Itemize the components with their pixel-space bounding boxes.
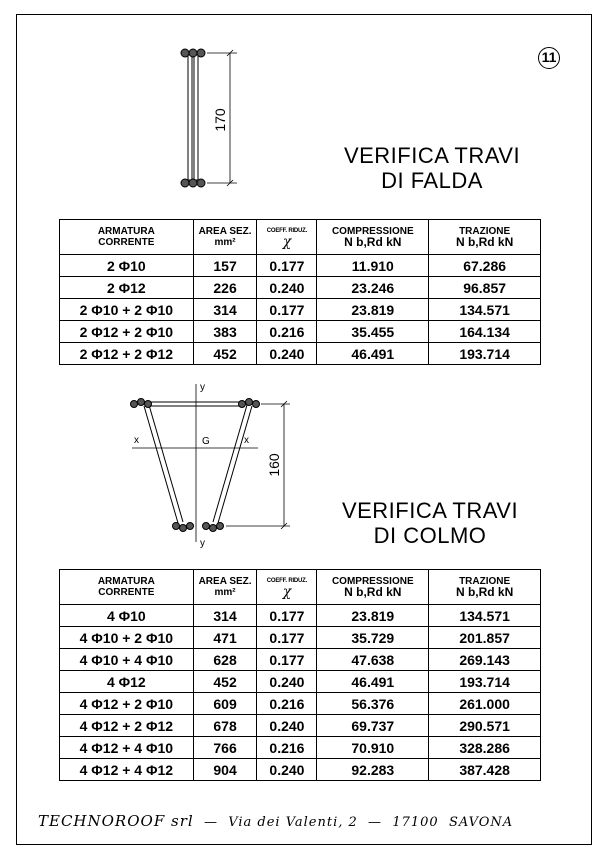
trazione-symbol: N b,Rd kN: [455, 585, 514, 599]
cell-compressione: 23.819: [317, 299, 429, 321]
colmo-table: [59, 569, 541, 781]
cell-compressione: 92.283: [317, 759, 429, 781]
table-row: [60, 627, 541, 649]
cell-trazione: 134.571: [429, 605, 541, 627]
compressione-label: COMPRESSIONE: [331, 576, 414, 587]
cell-trazione: 134.571: [429, 299, 541, 321]
chi-symbol: χ: [282, 234, 292, 250]
colmo-title-line2: DI COLMO: [373, 523, 487, 548]
cell-armatura: 2 Φ12 + 2 Φ10: [60, 321, 194, 343]
col-trazione: [429, 570, 541, 605]
cell-trazione: 201.857: [429, 627, 541, 649]
area-label: AREA SEZ.: [198, 576, 252, 587]
trazione-label: TRAZIONE: [459, 576, 511, 587]
cell-compressione: 56.376: [317, 693, 429, 715]
cell-compressione: 23.246: [317, 277, 429, 299]
cell-coeff: 0.216: [257, 737, 317, 759]
corrente-label: CORRENTE: [98, 587, 155, 598]
area-label: AREA SEZ.: [198, 226, 252, 237]
cell-trazione: 193.714: [429, 343, 541, 365]
colmo-dimension-label: 160: [266, 453, 282, 477]
cell-area: 383: [193, 321, 257, 343]
table-row: [60, 759, 541, 781]
cell-compressione: 11.910: [317, 255, 429, 277]
cell-compressione: 47.638: [317, 649, 429, 671]
corrente-label: CORRENTE: [98, 237, 155, 248]
colmo-table-header: [60, 570, 541, 605]
cell-coeff: 0.177: [257, 605, 317, 627]
falda-table-header: [60, 220, 541, 255]
cell-trazione: 387.428: [429, 759, 541, 781]
cell-armatura: 4 Φ12: [60, 671, 194, 693]
cell-armatura: 2 Φ12 + 2 Φ12: [60, 343, 194, 365]
table-row: [60, 299, 541, 321]
cell-compressione: 46.491: [317, 671, 429, 693]
col-compressione: [317, 570, 429, 605]
col-armatura: [60, 570, 194, 605]
cell-area: 904: [193, 759, 257, 781]
cell-coeff: 0.177: [257, 627, 317, 649]
cell-coeff: 0.216: [257, 321, 317, 343]
col-coeff: [257, 220, 317, 255]
cell-trazione: 290.571: [429, 715, 541, 737]
cell-trazione: 67.286: [429, 255, 541, 277]
cell-area: 678: [193, 715, 257, 737]
compressione-label: COMPRESSIONE: [331, 226, 414, 237]
page-number: 11: [538, 47, 560, 69]
cell-armatura: 4 Φ10 + 4 Φ10: [60, 649, 194, 671]
cell-compressione: 35.455: [317, 321, 429, 343]
cell-trazione: 193.714: [429, 671, 541, 693]
trazione-label: TRAZIONE: [459, 226, 511, 237]
cell-area: 452: [193, 671, 257, 693]
cell-coeff: 0.240: [257, 277, 317, 299]
col-trazione: [429, 220, 541, 255]
falda-title-line1: VERIFICA TRAVI: [343, 143, 521, 168]
cell-trazione: 96.857: [429, 277, 541, 299]
cell-trazione: 269.143: [429, 649, 541, 671]
cell-trazione: 261.000: [429, 693, 541, 715]
armatura-label: ARMATURA: [97, 226, 155, 237]
axis-x-left: x: [134, 435, 139, 446]
table-row: [60, 277, 541, 299]
cell-area: 314: [193, 605, 257, 627]
cell-compressione: 69.737: [317, 715, 429, 737]
col-compressione: [317, 220, 429, 255]
cell-area: 157: [193, 255, 257, 277]
centroid-label: G: [202, 436, 210, 447]
axis-y-top: y: [200, 382, 205, 393]
table-row: [60, 321, 541, 343]
cell-coeff: 0.177: [257, 255, 317, 277]
cell-compressione: 35.729: [317, 627, 429, 649]
axis-x-right: x: [244, 435, 249, 446]
cell-compressione: 23.819: [317, 605, 429, 627]
colmo-title-line1: VERIFICA TRAVI: [341, 498, 519, 523]
cell-armatura: 4 Φ12 + 4 Φ12: [60, 759, 194, 781]
cell-compressione: 46.491: [317, 343, 429, 365]
falda-title: [332, 143, 532, 193]
cell-coeff: 0.177: [257, 649, 317, 671]
col-area: [193, 570, 257, 605]
table-row: [60, 255, 541, 277]
table-row: [60, 649, 541, 671]
falda-table: [59, 219, 541, 365]
table-row: [60, 671, 541, 693]
area-unit: mm²: [214, 587, 236, 598]
coeff-label: COEFF. RIDUZ.: [266, 228, 308, 234]
falda-title-line2: DI FALDA: [381, 168, 483, 193]
falda-dimension-label: 170: [212, 108, 228, 132]
compressione-symbol: N b,Rd kN: [344, 585, 402, 599]
cell-area: 766: [193, 737, 257, 759]
cell-armatura: 4 Φ12 + 4 Φ10: [60, 737, 194, 759]
cell-coeff: 0.240: [257, 715, 317, 737]
cell-trazione: 164.134: [429, 321, 541, 343]
cell-area: 226: [193, 277, 257, 299]
cell-armatura: 2 Φ10 + 2 Φ10: [60, 299, 194, 321]
table-row: [60, 715, 541, 737]
area-unit: mm²: [214, 237, 236, 248]
cell-coeff: 0.240: [257, 671, 317, 693]
table-row: [60, 737, 541, 759]
col-coeff: [257, 570, 317, 605]
chi-symbol: χ: [282, 584, 292, 600]
cell-area: 452: [193, 343, 257, 365]
cell-area: 628: [193, 649, 257, 671]
footer-company: TECHNOROOF srl: [38, 812, 194, 830]
trazione-symbol: N b,Rd kN: [455, 235, 514, 249]
cell-armatura: 4 Φ10: [60, 605, 194, 627]
axis-y-bottom: y: [200, 538, 205, 548]
cell-coeff: 0.177: [257, 299, 317, 321]
cell-coeff: 0.240: [257, 343, 317, 365]
cell-trazione: 328.286: [429, 737, 541, 759]
cell-area: 609: [193, 693, 257, 715]
colmo-title: [330, 498, 530, 548]
cell-armatura: 4 Φ12 + 2 Φ12: [60, 715, 194, 737]
table-row: [60, 693, 541, 715]
cell-area: 314: [193, 299, 257, 321]
colmo-section-drawing: [118, 378, 308, 548]
cell-armatura: 4 Φ12 + 2 Φ10: [60, 693, 194, 715]
cell-area: 471: [193, 627, 257, 649]
falda-section-drawing: [175, 40, 255, 195]
coeff-label: COEFF. RIDUZ.: [266, 578, 308, 584]
table-row: [60, 605, 541, 627]
cell-armatura: 2 Φ12: [60, 277, 194, 299]
col-area: [193, 220, 257, 255]
footer: [38, 812, 578, 830]
cell-coeff: 0.216: [257, 693, 317, 715]
cell-armatura: 2 Φ10: [60, 255, 194, 277]
cell-compressione: 70.910: [317, 737, 429, 759]
armatura-label: ARMATURA: [97, 576, 155, 587]
col-armatura: [60, 220, 194, 255]
cell-armatura: 4 Φ10 + 2 Φ10: [60, 627, 194, 649]
table-row: [60, 343, 541, 365]
cell-coeff: 0.240: [257, 759, 317, 781]
compressione-symbol: N b,Rd kN: [344, 235, 402, 249]
footer-address: — Via dei Valenti, 2 — 17100 SAVONA: [203, 815, 514, 830]
